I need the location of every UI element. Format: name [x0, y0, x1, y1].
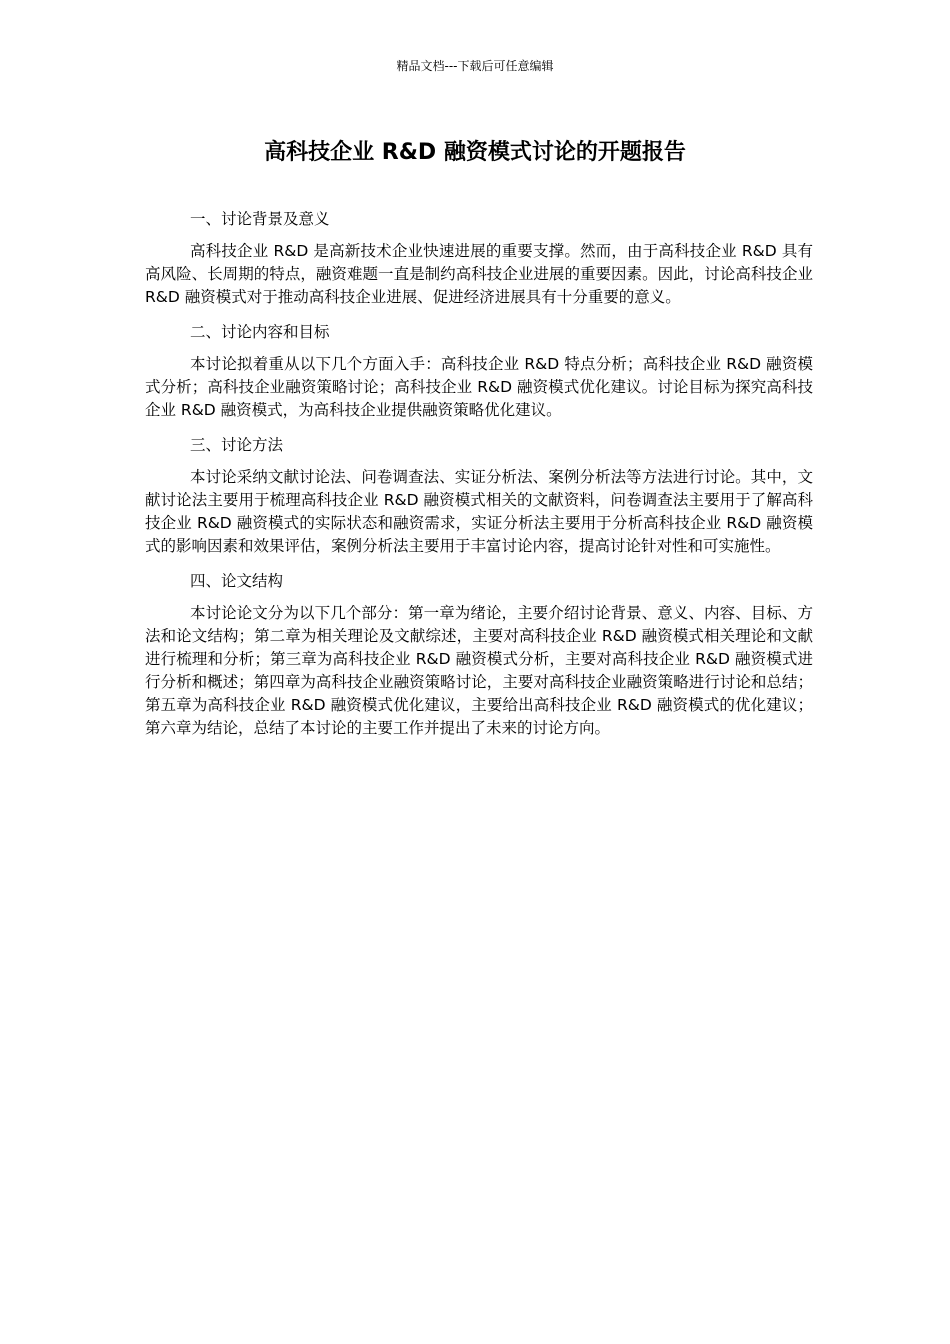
- section-paragraph: 本讨论论文分为以下几个部分：第一章为绪论，主要介绍讨论背景、意义、内容、目标、方法和论文结构；第二章为相关理论及文献综述，主要对高科技企业 R&D 融资模式相关理论和文献进行梳理和分析；第三章为高科技企业 R&D 融资模式分析，主要对高科技企业 R&D 融资模式进行分析和概述；第四章为高科技企业融资策略讨论，主要对高科技企业融资策略进行讨论和总结；第五章为高科技企业 R&D 融资模式优化建议，主要给出高科技企业 R&D 融资模式的优化建议；第六章为结论，总结了本讨论的主要工作并提出了未来的讨论方向。: [145, 604, 813, 737]
- section-content-goals: [145, 321, 813, 422]
- section-paragraph: 本讨论采纳文献讨论法、问卷调查法、实证分析法、案例分析法等方法进行讨论。其中，文献讨论法主要用于梳理高科技企业 R&D 融资模式相关的文献资料，问卷调查法主要用于了解高科技企业 R&D 融资模式的实际状态和融资需求，实证分析法主要用于分析高科技企业 R&D 融资模式的影响因素和效果评估，案例分析法主要用于丰富讨论内容，提高讨论针对性和可实施性。: [145, 468, 813, 555]
- section-heading: 一、讨论背景及意义: [190, 210, 330, 228]
- page-header: 精品文档---下载后可任意编辑: [396, 59, 554, 73]
- section-structure: [145, 570, 813, 740]
- section-heading: 四、论文结构: [190, 572, 284, 590]
- document-title: 高科技企业 R&D 融资模式讨论的开题报告: [264, 140, 686, 165]
- section-methods: [145, 434, 813, 558]
- section-paragraph: 本讨论拟着重从以下几个方面入手：高科技企业 R&D 特点分析；高科技企业 R&D 融资模式分析；高科技企业融资策略讨论；高科技企业 R&D 融资模式优化建议。讨论目标为探究高科技企业 R&D 融资模式，为高科技企业提供融资策略优化建议。: [145, 355, 813, 419]
- section-heading: 二、讨论内容和目标: [190, 323, 330, 341]
- section-background: [145, 208, 813, 309]
- section-paragraph: 高科技企业 R&D 是高新技术企业快速进展的重要支撑。然而，由于高科技企业 R&D 具有高风险、长周期的特点，融资难题一直是制约高科技企业进展的重要因素。因此，讨论高科技企业 R&D 融资模式对于推动高科技企业进展、促进经济进展具有十分重要的意义。: [145, 242, 813, 306]
- document-body: [145, 208, 813, 752]
- section-heading: 三、讨论方法: [190, 436, 284, 454]
